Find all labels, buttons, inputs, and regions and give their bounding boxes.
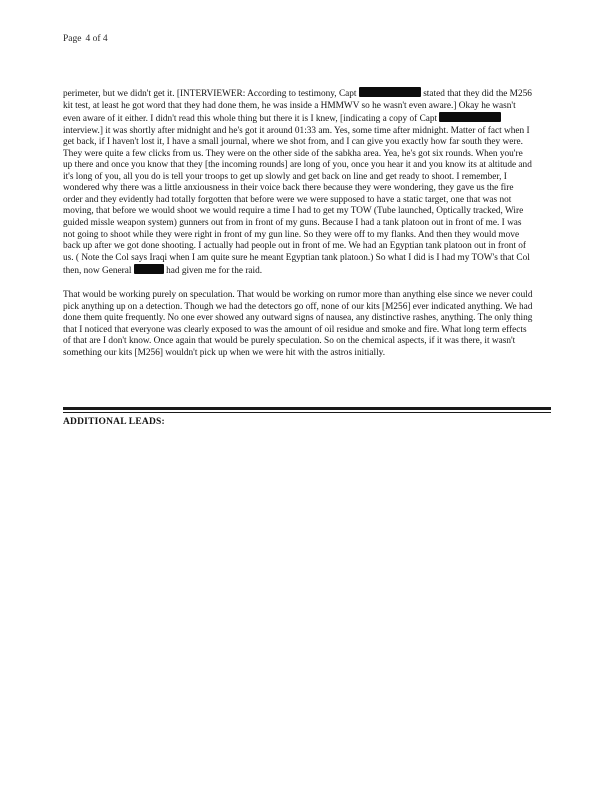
redaction-box-3 xyxy=(134,264,164,274)
page-index: 4 of 4 xyxy=(85,34,108,44)
section-divider-thick xyxy=(63,407,551,410)
page-number xyxy=(63,34,112,44)
paragraph-interview-answer xyxy=(63,87,533,278)
paragraph-1-segment-4: had given me for the raid. xyxy=(166,266,263,277)
additional-leads-heading: ADDITIONAL LEADS: xyxy=(63,417,165,427)
section-divider-thin xyxy=(63,412,551,413)
paragraph-1-segment-3: interview.] it was shortly after midnight and he's got it around 01:33 am. Yes, some time after midnight. Matter of fact when I get back, if I haven't lost it, I have a small journal, where we shot from, and I can give you exactly how far south they were. They were quite a few clicks from us. They were on the other side of the sabkha area. Yea, he's got six rounds. When you're up there and once you know that they [the incoming rounds] are long of you, once you hear it and you know its at altitude and it's long of you, all you do is tell your troops to get up slowly and get back on line and get ready to shoot. I remember, I wondered why there was a little anxiousness in their voice back there because they were wondering, they gave us the fire order and they evidently had totally forgotten that before were we were supposed to have a static target, one that was not moving, that before we would shoot we would require a time I had to get my TOW (Tube launched, Optically tracked, Wire guided missle weapon system) gunners out from in front of my guns. Because I had a tank platoon out in front of me. I was not going to shoot while they were right in front of my gun line. So they were off to my flanks. And then they would move back up after we got done shooting. I actually had people out in front of me. We had an Egyptian tank platoon out in front of us. ( Note the Col says Iraqi when I am quite sure he meant Egyptian tank platoon.) So what I did is I had my TOW's that Col then, now General xyxy=(63,125,532,277)
redaction-box-1 xyxy=(359,87,421,97)
paragraph-speculation: That would be working purely on speculation. That would be working on rumor more than anything else since we never could pick anything up on a detection. Though we had the detectors go off, none of our kits [M256] ever indicated anything. We had done them quite frequently. No one ever showed any outward signs of nausea, any distinctive rashes, anything. The only thing that I noticed that everyone was clearly exposed to was the amount of oil residue and smoke and fire. What long term effects of that are I don't know. Once again that would be purely speculation. So on the chemical aspects, if it was there, it wasn't something our kits [M256] wouldn't pick up when we were hit with the astros initially. xyxy=(63,290,533,358)
paragraph-1-segment-2: stated that they did the M256 kit test, at least he got word that they had done them, he was inside a HMMWV so he wasn't even aware.] Okay he wasn't even aware of it either. I didn't read this whole thing but there it is I knew, [indicating a copy of Capt xyxy=(63,89,532,125)
page-label: Page xyxy=(63,34,82,44)
redaction-box-2 xyxy=(439,112,501,122)
paragraph-1-segment-1: perimeter, but we didn't get it. [INTERVIEWER: According to testimony, Capt xyxy=(63,89,357,99)
